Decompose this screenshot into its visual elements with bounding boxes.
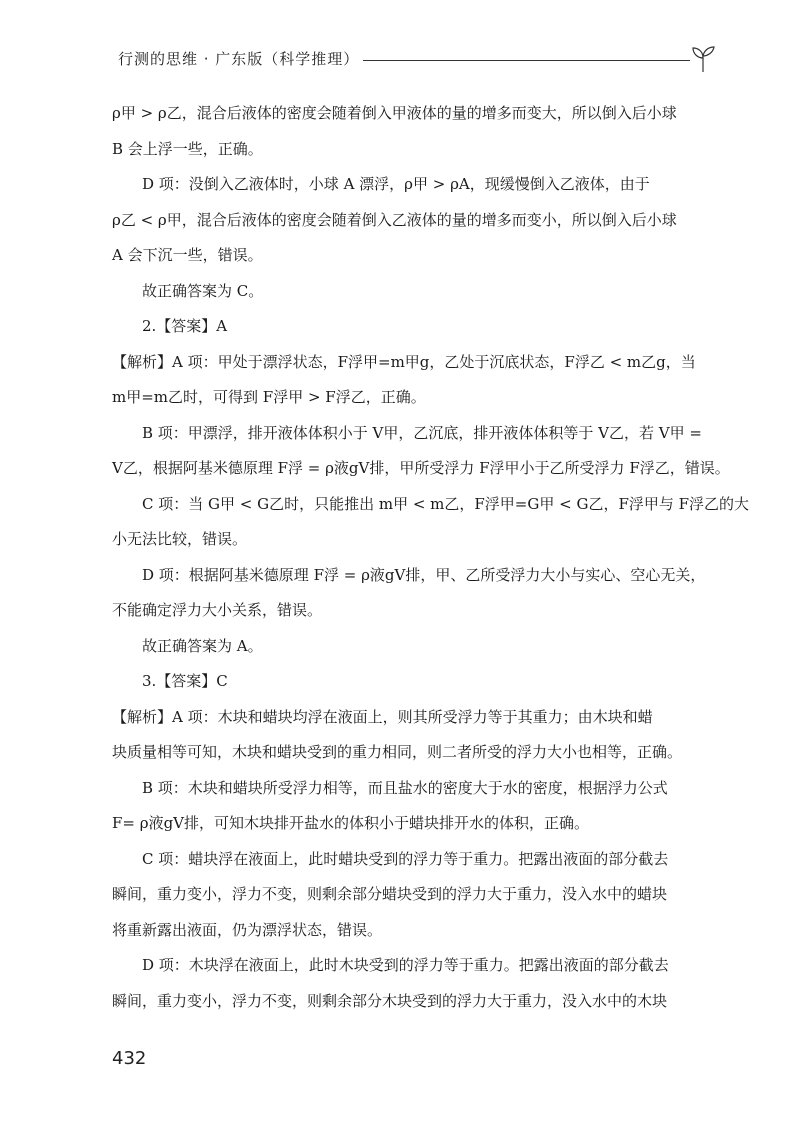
text-line: V乙，根据阿基米德原理 F浮 = ρ液gV排，甲所受浮力 F浮甲小于乙所受浮力 F浮乙，错误。 <box>112 459 730 477</box>
text-line: 故正确答案为 A。 <box>142 636 263 655</box>
text-line: 【解析】A 项：甲处于漂浮状态，F浮甲=m甲g，乙处于沉底状态，F浮乙 < m乙g，当 <box>112 352 696 371</box>
text-line: D 项：根据阿基米德原理 F浮 = ρ液gV排，甲、乙所受浮力大小与实心、空心无关， <box>142 565 706 584</box>
text-line: 故正确答案为 C。 <box>142 281 264 300</box>
text-line: C 项：蜡块浮在液面上，此时蜡块受到的浮力等于重力。把露出液面的部分截去 <box>142 849 669 868</box>
text-line: m甲=m乙时，可得到 F浮甲 > F浮乙，正确。 <box>112 388 426 406</box>
text-line: 不能确定浮力大小关系，错误。 <box>112 601 323 619</box>
text-line: 将重新露出液面，仍为漂浮状态，错误。 <box>112 920 383 939</box>
sprout-icon <box>688 44 718 74</box>
text-line: ρ甲 > ρ乙，混合后液体的密度会随着倒入甲液体的量的增多而变大，所以倒入后小球 <box>112 104 677 122</box>
text-line: D 项：木块浮在液面上，此时木块受到的浮力等于重力。把露出液面的部分截去 <box>142 956 669 974</box>
text-line: F= ρ液gV排，可知木块排开盐水的体积小于蜡块排开水的体积，正确。 <box>112 814 590 832</box>
page-body <box>112 104 750 1027</box>
text-line: 瞬间，重力变小，浮力不变，则剩余部分木块受到的浮力大于重力，没入水中的木块 <box>112 991 668 1010</box>
text-line: 【解析】A 项：木块和蜡块均浮在液面上，则其所受浮力等于其重力；由木块和蜡 <box>112 707 653 726</box>
text-line: B 项：木块和蜡块所受浮力相等，而且盐水的密度大于水的密度，根据浮力公式 <box>142 778 668 797</box>
text-line: 瞬间，重力变小，浮力不变，则剩余部分蜡块受到的浮力大于重力，没入水中的蜡块 <box>112 885 668 903</box>
text-line: A 会下沉一些，错误。 <box>112 246 263 264</box>
text-line: D 项：没倒入乙液体时，小球 A 漂浮，ρ甲 > ρA，现缓慢倒入乙液体，由于 <box>142 175 650 193</box>
running-header <box>118 44 718 74</box>
text-line: 小无法比较，错误。 <box>112 530 248 548</box>
header-rule <box>363 60 690 61</box>
text-line: B 会上浮一些，正确。 <box>112 139 263 158</box>
text-line: 2.【答案】A <box>142 317 228 335</box>
page-number: 432 <box>112 1048 147 1069</box>
text-line: C 项：当 G甲 < G乙时，只能推出 m甲 < m乙，F浮甲=G甲 < G乙，F浮甲与 F浮乙的大 <box>142 494 750 513</box>
text-line: 3.【答案】C <box>142 672 228 690</box>
book-title: 行测的思维 · 广东版（科学推理） <box>118 50 360 68</box>
text-line: ρ乙 < ρ甲，混合后液体的密度会随着倒入乙液体的量的增多而变小，所以倒入后小球 <box>112 210 677 229</box>
text-line: B 项：甲漂浮，排开液体体积小于 V甲，乙沉底，排开液体体积等于 V乙，若 V甲 = <box>142 423 702 442</box>
text-line: 块质量相等可知，木块和蜡块受到的重力相同，则二者所受的浮力大小也相等，正确。 <box>112 743 683 761</box>
